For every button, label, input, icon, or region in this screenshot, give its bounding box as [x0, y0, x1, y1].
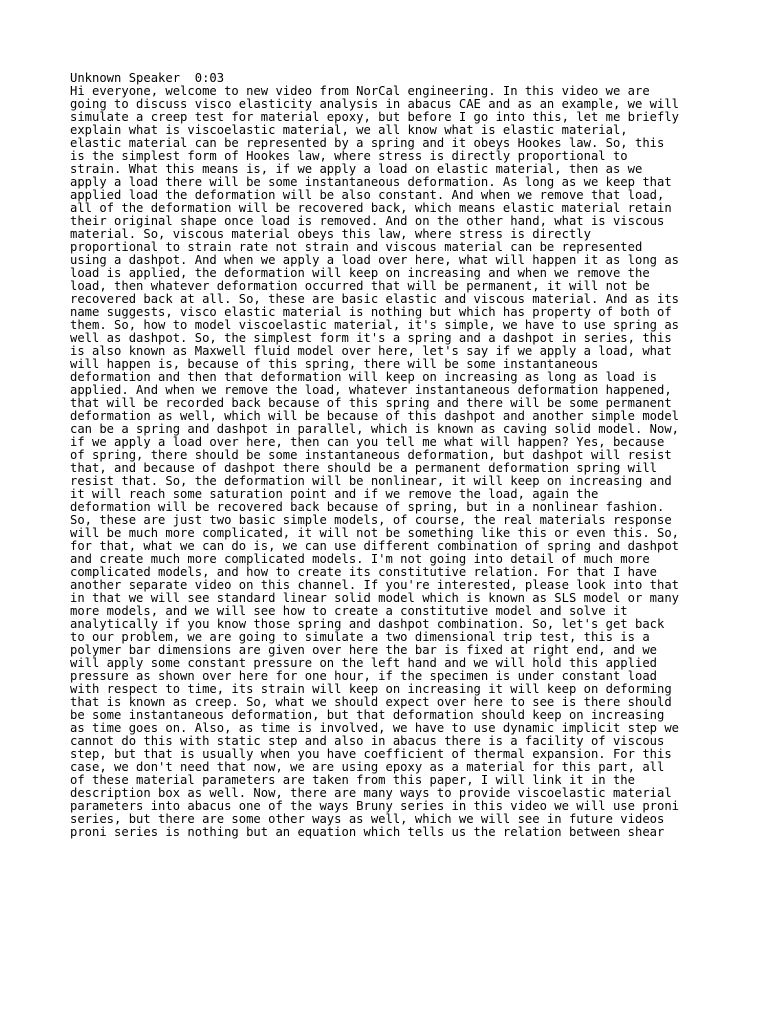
- transcript-line: will be much more complicated, it will not be something like this or even this. So,: [70, 526, 680, 540]
- transcript-line: apply a load there will be some instantaneous deformation. As long as we keep that: [70, 175, 672, 189]
- transcript-line: simulate a creep test for material epoxy, but before I go into this, let me briefly: [70, 110, 680, 124]
- transcript-line: as time goes on. Also, as time is involved, we have to use dynamic implicit step we: [70, 721, 680, 735]
- transcript-text: [70, 72, 760, 839]
- transcript-line: cannot do this with static step and also in abacus there is a facility of viscous: [70, 734, 665, 748]
- transcript-line: can be a spring and dashpot in parallel, which is known as caving solid model. Now,: [70, 422, 680, 436]
- transcript-line: proni series is nothing but an equation which tells us the relation between shear: [70, 825, 665, 839]
- transcript-line: of these material parameters are taken from this paper, I will link it in the: [70, 773, 635, 787]
- transcript-line: will apply some constant pressure on the left hand and we will hold this applied: [70, 656, 657, 670]
- transcript-line: load is applied, the deformation will keep on increasing and when we remove the: [70, 266, 650, 280]
- transcript-line: polymer bar dimensions are given over here the bar is fixed at right end, and we: [70, 643, 657, 657]
- transcript-line: case, we don't need that now, we are using epoxy as a material for this part, all: [70, 760, 665, 774]
- transcript-line: for that, what we can do is, we can use different combination of spring and dashpot: [70, 539, 680, 553]
- transcript-line: deformation will be recovered back because of spring, but in a nonlinear fashion.: [70, 500, 665, 514]
- transcript-line: applied load the deformation will be also constant. And when we remove that load,: [70, 188, 665, 202]
- transcript-line: all of the deformation will be recovered back, which means elastic material retain: [70, 201, 672, 215]
- transcript-line: that is known as creep. So, what we should expect over here to see is there should: [70, 695, 672, 709]
- transcript-line: well as dashpot. So, the simplest form it's a spring and a dashpot in series, this: [70, 331, 672, 345]
- transcript-line: elastic material can be represented by a spring and it obeys Hookes law. So, this: [70, 136, 665, 150]
- transcript-line: pressure as shown over here for one hour, if the specimen is under constant load: [70, 669, 657, 683]
- transcript-line: is also known as Maxwell fluid model over here, let's say if we apply a load, what: [70, 344, 672, 358]
- transcript-line: more models, and we will see how to create a constitutive model and solve it: [70, 604, 628, 618]
- transcript-line: parameters into abacus one of the ways Bruny series in this video we will use proni: [70, 799, 680, 813]
- transcript-line: that will be recorded back because of this spring and there will be some permanent: [70, 396, 672, 410]
- transcript-line: going to discuss visco elasticity analysis in abacus CAE and as an example, we will: [70, 97, 680, 111]
- transcript-line: is the simplest form of Hookes law, where stress is directly proportional to: [70, 149, 628, 163]
- transcript-line: to our problem, we are going to simulate a two dimensional trip test, this is a: [70, 630, 650, 644]
- transcript-line: their original shape once load is removed. And on the other hand, what is viscous: [70, 214, 665, 228]
- transcript-line: deformation and then that deformation will keep on increasing as long as load is: [70, 370, 657, 384]
- transcript-line: be some instantaneous deformation, but that deformation should keep on increasing: [70, 708, 665, 722]
- transcript-line: them. So, how to model viscoelastic material, it's simple, we have to use spring as: [70, 318, 680, 332]
- transcript-line: Hi everyone, welcome to new video from NorCal engineering. In this video we are: [70, 84, 650, 98]
- transcript-line: So, these are just two basic simple models, of course, the real materials response: [70, 513, 672, 527]
- transcript-line: that, and because of dashpot there should be a permanent deformation spring will: [70, 461, 657, 475]
- transcript-line: of spring, there should be some instantaneous deformation, but dashpot will resist: [70, 448, 672, 462]
- transcript-line: using a dashpot. And when we apply a load over here, what will happen it as long as: [70, 253, 680, 267]
- transcript-line: applied. And when we remove the load, whatever instantaneous deformation happened,: [70, 383, 672, 397]
- transcript-line: series, but there are some other ways as well, which we will see in future videos: [70, 812, 665, 826]
- transcript-line: description box as well. Now, there are many ways to provide viscoelastic material: [70, 786, 672, 800]
- transcript-line: and create much more complicated models. I'm not going into detail of much more: [70, 552, 650, 566]
- transcript-line: will happen is, because of this spring, there will be some instantaneous: [70, 357, 599, 371]
- transcript-line: with respect to time, its strain will keep on increasing it will keep on deforming: [70, 682, 672, 696]
- speaker-heading: Unknown Speaker 0:03: [70, 71, 225, 85]
- transcript-line: load, then whatever deformation occurred that will be permanent, it will not be: [70, 279, 650, 293]
- transcript-line: step, but that is usually when you have coefficient of thermal expansion. For this: [70, 747, 672, 761]
- transcript-line: material. So, viscous material obeys this law, where stress is directly: [70, 227, 591, 241]
- transcript-line: complicated models, and how to create its constitutive relation. For that I have: [70, 565, 657, 579]
- transcript-line: it will reach some saturation point and if we remove the load, again the: [70, 487, 599, 501]
- transcript-line: deformation as well, which will be because of this dashpot and another simple model: [70, 409, 680, 423]
- transcript-line: recovered back at all. So, these are basic elastic and viscous material. And as its: [70, 292, 680, 306]
- transcript-line: name suggests, visco elastic material is nothing but which has property of both of: [70, 305, 672, 319]
- transcript-line: another separate video on this channel. If you're interested, please look into that: [70, 578, 680, 592]
- transcript-line: if we apply a load over here, then can you tell me what will happen? Yes, because: [70, 435, 665, 449]
- transcript-line: explain what is viscoelastic material, we all know what is elastic material,: [70, 123, 628, 137]
- transcript-line: in that we will see standard linear solid model which is known as SLS model or many: [70, 591, 680, 605]
- transcript-line: analytically if you know those spring and dashpot combination. So, let's get back: [70, 617, 665, 631]
- transcript-line: strain. What this means is, if we apply a load on elastic material, then as we: [70, 162, 643, 176]
- transcript-line: proportional to strain rate not strain and viscous material can be represented: [70, 240, 643, 254]
- transcript-line: resist that. So, the deformation will be nonlinear, it will keep on increasing and: [70, 474, 672, 488]
